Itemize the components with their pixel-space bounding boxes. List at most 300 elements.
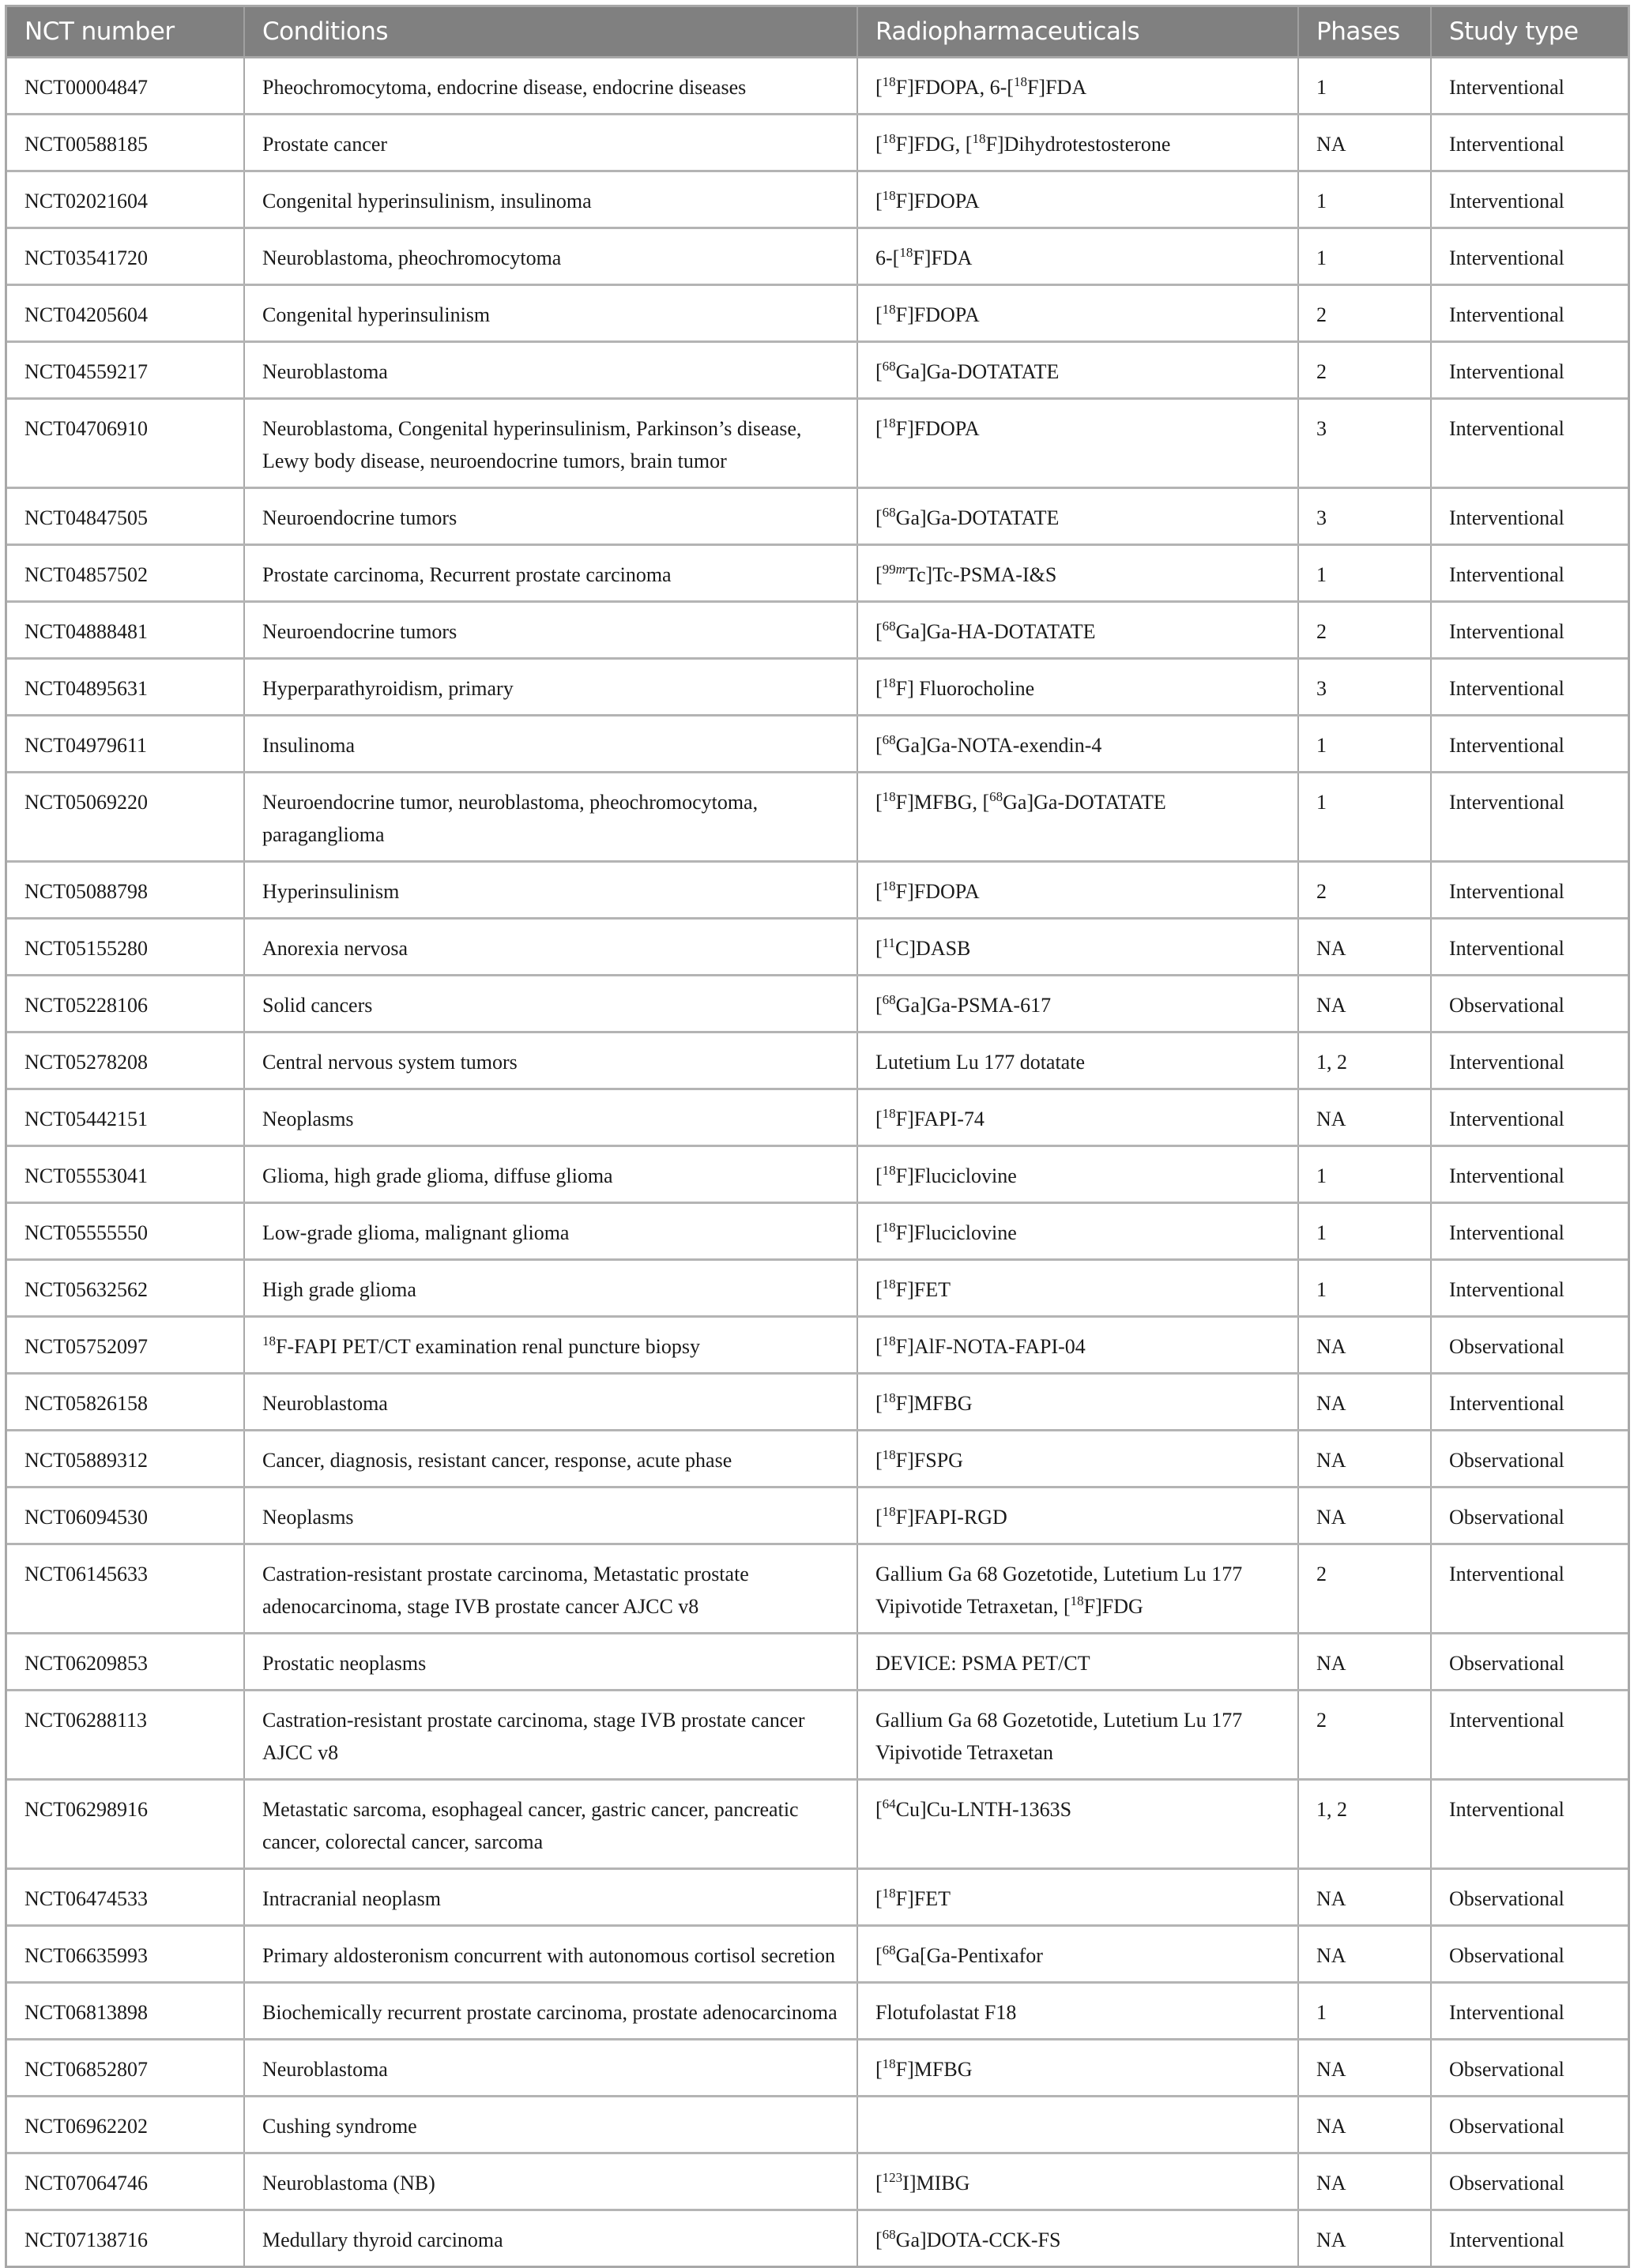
text-segment: Solid cancers <box>262 993 373 1017</box>
cell-nct-number: NCT06145633 <box>7 1544 244 1633</box>
text-segment: F]FET <box>895 1277 951 1301</box>
header-conditions: Conditions <box>244 7 857 57</box>
cell-radiopharmaceuticals <box>857 1373 1298 1430</box>
cell-study-type: Interventional <box>1431 918 1628 975</box>
cell-radiopharmaceuticals <box>857 2039 1298 2096</box>
superscript-mass-number: 68 <box>882 504 896 520</box>
superscript-mass-number: 18 <box>882 187 896 203</box>
clinical-trials-table-container <box>5 5 1630 2268</box>
table-body <box>7 57 1628 2266</box>
cell-phases: NA <box>1298 1316 1431 1373</box>
table-row <box>7 1544 1628 1633</box>
cell-radiopharmaceuticals <box>857 975 1298 1032</box>
superscript-mass-number: 68 <box>989 788 1003 804</box>
text-segment: Cushing syndrome <box>262 2114 417 2138</box>
cell-radiopharmaceuticals <box>857 1633 1298 1690</box>
cell-nct-number: NCT05889312 <box>7 1430 244 1487</box>
table-row <box>7 487 1628 544</box>
superscript-mass-number: 99 <box>882 561 896 577</box>
superscript-mass-number: 18 <box>882 1105 896 1121</box>
superscript-mass-number: 18 <box>899 244 913 260</box>
cell-nct-number: NCT05069220 <box>7 772 244 861</box>
cell-phases: NA <box>1298 2153 1431 2210</box>
text-segment: Neuroblastoma <box>262 2057 388 2081</box>
text-segment: [ <box>875 676 883 700</box>
superscript-mass-number: 18 <box>882 415 896 431</box>
cell-phases: NA <box>1298 2096 1431 2153</box>
cell-conditions <box>244 1982 857 2039</box>
cell-study-type: Observational <box>1431 1925 1628 1982</box>
cell-phases: 1 <box>1298 715 1431 772</box>
cell-study-type: Interventional <box>1431 1779 1628 1868</box>
clinical-trials-table <box>7 7 1628 2266</box>
cell-phases: NA <box>1298 918 1431 975</box>
cell-phases: NA <box>1298 1430 1431 1487</box>
cell-study-type: Observational <box>1431 2039 1628 2096</box>
text-segment: Ga]Ga-DOTATATE <box>1003 790 1166 814</box>
cell-conditions <box>244 341 857 398</box>
cell-conditions <box>244 715 857 772</box>
cell-phases: 1 <box>1298 228 1431 284</box>
cell-nct-number: NCT06298916 <box>7 1779 244 1868</box>
superscript-mass-number: 18 <box>882 1503 896 1519</box>
cell-radiopharmaceuticals <box>857 1487 1298 1544</box>
cell-phases: 3 <box>1298 398 1431 487</box>
cell-radiopharmaceuticals <box>857 658 1298 715</box>
cell-study-type: Interventional <box>1431 284 1628 341</box>
cell-conditions <box>244 601 857 658</box>
table-row <box>7 2039 1628 2096</box>
table-row <box>7 975 1628 1032</box>
cell-nct-number: NCT05826158 <box>7 1373 244 1430</box>
superscript-mass-number: 18 <box>882 1333 896 1348</box>
superscript-mass-number: 18 <box>882 130 896 146</box>
text-segment: [ <box>875 1164 883 1187</box>
table-row <box>7 1487 1628 1544</box>
table-row <box>7 715 1628 772</box>
table-row <box>7 1089 1628 1145</box>
cell-study-type: Interventional <box>1431 1145 1628 1202</box>
table-row <box>7 1982 1628 2039</box>
cell-conditions <box>244 228 857 284</box>
table-row <box>7 1690 1628 1779</box>
cell-study-type: Interventional <box>1431 1982 1628 2039</box>
text-segment: Ga]Ga-HA-DOTATATE <box>895 619 1096 643</box>
text-segment: Pheochromocytoma, endocrine disease, endocrine diseases <box>262 75 747 99</box>
cell-study-type: Interventional <box>1431 1373 1628 1430</box>
cell-radiopharmaceuticals <box>857 601 1298 658</box>
cell-conditions <box>244 772 857 861</box>
cell-phases: 1 <box>1298 1259 1431 1316</box>
cell-nct-number: NCT06635993 <box>7 1925 244 1982</box>
cell-phases: NA <box>1298 1373 1431 1430</box>
text-segment: Neuroblastoma, Congenital hyperinsulinism, Parkinson’s disease, Lewy body disease, neuroendocrine tumors, brain tumor <box>262 416 802 472</box>
table-row <box>7 1316 1628 1373</box>
text-segment: [ <box>875 1505 883 1529</box>
table-row <box>7 861 1628 918</box>
superscript-mass-number: 18 <box>882 1219 896 1235</box>
cell-conditions <box>244 1544 857 1633</box>
text-segment: Neuroblastoma <box>262 1391 388 1415</box>
text-segment: F]FDOPA <box>895 416 980 440</box>
cell-radiopharmaceuticals <box>857 487 1298 544</box>
text-segment: F]FET <box>895 1886 951 1910</box>
text-segment: [ <box>875 2228 883 2251</box>
cell-study-type: Interventional <box>1431 114 1628 171</box>
superscript-mass-number: 18 <box>882 675 896 690</box>
cell-nct-number: NCT02021604 <box>7 171 244 228</box>
cell-conditions <box>244 1925 857 1982</box>
cell-phases: NA <box>1298 2210 1431 2266</box>
text-segment: F]FDG, [ <box>895 132 973 156</box>
cell-nct-number: NCT05088798 <box>7 861 244 918</box>
cell-nct-number: NCT04895631 <box>7 658 244 715</box>
superscript-mass-number: 18 <box>882 788 896 804</box>
cell-phases: NA <box>1298 1925 1431 1982</box>
cell-nct-number: NCT05553041 <box>7 1145 244 1202</box>
cell-radiopharmaceuticals <box>857 398 1298 487</box>
text-segment: [ <box>875 303 883 326</box>
superscript-mass-number: 18 <box>1013 73 1027 89</box>
superscript-mass-number: 68 <box>882 2226 896 2242</box>
cell-study-type: Interventional <box>1431 487 1628 544</box>
cell-nct-number: NCT00588185 <box>7 114 244 171</box>
text-segment: Anorexia nervosa <box>262 936 408 960</box>
text-segment: Primary aldosteronism concurrent with autonomous cortisol secretion <box>262 1943 835 1967</box>
text-segment: I]MIBG <box>902 2171 970 2195</box>
cell-study-type: Interventional <box>1431 1089 1628 1145</box>
text-segment: Prostatic neoplasms <box>262 1651 427 1675</box>
text-segment: F]AlF-NOTA-FAPI-04 <box>895 1334 1086 1358</box>
text-segment: [ <box>875 993 883 1017</box>
cell-radiopharmaceuticals <box>857 1868 1298 1925</box>
table-row <box>7 171 1628 228</box>
table-row <box>7 2210 1628 2266</box>
cell-radiopharmaceuticals <box>857 1430 1298 1487</box>
cell-radiopharmaceuticals <box>857 1544 1298 1633</box>
text-segment: Ga]Ga-PSMA-617 <box>895 993 1052 1017</box>
text-segment: [ <box>875 189 883 213</box>
cell-nct-number: NCT05442151 <box>7 1089 244 1145</box>
text-segment: [ <box>875 1277 883 1301</box>
text-segment: [ <box>875 506 883 529</box>
cell-phases: 1 <box>1298 544 1431 601</box>
text-segment: Congenital hyperinsulinism <box>262 303 491 326</box>
cell-radiopharmaceuticals <box>857 1259 1298 1316</box>
text-segment: DEVICE: PSMA PET/CT <box>875 1651 1090 1675</box>
cell-study-type: Interventional <box>1431 861 1628 918</box>
cell-phases: NA <box>1298 1089 1431 1145</box>
cell-nct-number: NCT03541720 <box>7 228 244 284</box>
cell-study-type: Interventional <box>1449 2228 1564 2251</box>
text-segment: Neuroblastoma (NB) <box>262 2171 435 2195</box>
text-segment: [ <box>875 132 883 156</box>
cell-radiopharmaceuticals <box>857 772 1298 861</box>
superscript-mass-number: 18 <box>972 130 986 146</box>
cell-radiopharmaceuticals <box>857 1089 1298 1145</box>
cell-conditions <box>244 1430 857 1487</box>
cell-phases: 2 <box>1298 341 1431 398</box>
text-segment: Insulinoma <box>262 733 355 757</box>
table-row <box>7 1373 1628 1430</box>
superscript-mass-number: 68 <box>882 732 896 747</box>
cell-nct-number: NCT06852807 <box>7 2039 244 2096</box>
cell-conditions <box>244 487 857 544</box>
table-row <box>7 114 1628 171</box>
text-segment: F-FAPI PET/CT examination renal puncture biopsy <box>276 1334 701 1358</box>
table-row <box>7 772 1628 861</box>
cell-phases: NA <box>1298 1487 1431 1544</box>
table-row <box>7 57 1628 114</box>
cell-conditions <box>244 1779 857 1868</box>
text-segment: Gallium Ga 68 Gozetotide, Lutetium Lu 177 Vipivotide Tetraxetan <box>875 1708 1243 1764</box>
cell-study-type: Interventional <box>1431 772 1628 861</box>
superscript-mass-number: 18 <box>882 1885 896 1901</box>
cell-conditions <box>244 2039 857 2096</box>
table-row <box>7 658 1628 715</box>
cell-nct-number: NCT05632562 <box>7 1259 244 1316</box>
text-segment: [ <box>875 619 883 643</box>
superscript-mass-number: 123 <box>882 2169 903 2185</box>
cell-conditions <box>244 1487 857 1544</box>
cell-nct-number: NCT05555550 <box>7 1202 244 1259</box>
cell-nct-number: NCT06094530 <box>7 1487 244 1544</box>
table-row <box>7 341 1628 398</box>
cell-nct-number: NCT06813898 <box>7 1982 244 2039</box>
cell-phases: 1 <box>1298 772 1431 861</box>
text-segment: F]MFBG, [ <box>895 790 990 814</box>
cell-study-type: Interventional <box>1431 398 1628 487</box>
text-segment: [ <box>875 359 883 383</box>
cell-phases: 1 <box>1298 171 1431 228</box>
cell-nct-number: NCT07064746 <box>7 2153 244 2210</box>
text-segment: Ga[Ga-Pentixafor <box>895 1943 1043 1967</box>
cell-conditions <box>244 1259 857 1316</box>
cell-study-type: Observational <box>1431 2153 1628 2210</box>
text-segment: Metastatic sarcoma, esophageal cancer, gastric cancer, pancreatic cancer, colorectal cancer, sarcoma <box>262 1797 799 1853</box>
text-segment: [ <box>875 790 883 814</box>
text-segment: F]FAPI-RGD <box>895 1505 1007 1529</box>
cell-radiopharmaceuticals <box>857 544 1298 601</box>
header-radiopharmaceuticals: Radiopharmaceuticals <box>857 7 1298 57</box>
header-row <box>7 7 1628 57</box>
cell-radiopharmaceuticals <box>857 861 1298 918</box>
text-segment: Cancer, diagnosis, resistant cancer, response, acute phase <box>262 1448 732 1472</box>
cell-study-type: Interventional <box>1431 171 1628 228</box>
superscript-mass-number: 18 <box>882 301 896 317</box>
text-segment: [ <box>875 1221 883 1244</box>
cell-nct-number: NCT04888481 <box>7 601 244 658</box>
cell-nct-number: NCT04857502 <box>7 544 244 601</box>
text-segment: [ <box>875 2171 883 2195</box>
text-segment: F]FAPI-74 <box>895 1107 985 1130</box>
table-row <box>7 284 1628 341</box>
cell-phases: NA <box>1298 1868 1431 1925</box>
text-segment: [ <box>875 416 883 440</box>
text-segment: Ga]Ga-DOTATATE <box>895 359 1060 383</box>
table-row <box>7 918 1628 975</box>
superscript-mass-number: 18 <box>882 2055 896 2071</box>
text-segment: Medullary thyroid carcinoma <box>262 2228 503 2251</box>
superscript-mass-number: m <box>895 561 905 577</box>
cell-conditions <box>244 1690 857 1779</box>
cell-phases: 1 <box>1298 1202 1431 1259</box>
cell-conditions <box>244 1089 857 1145</box>
cell-study-type: Interventional <box>1431 1202 1628 1259</box>
cell-study-type: Observational <box>1431 1868 1628 1925</box>
cell-phases: 2 <box>1298 1690 1431 1779</box>
cell-phases: 1 <box>1298 57 1431 114</box>
cell-nct-number: NCT07138716 <box>7 2210 244 2266</box>
cell-radiopharmaceuticals <box>857 2096 1298 2153</box>
cell-nct-number: NCT04205604 <box>7 284 244 341</box>
cell-radiopharmaceuticals <box>857 2153 1298 2210</box>
cell-phases: NA <box>1298 2039 1431 2096</box>
cell-conditions <box>244 658 857 715</box>
table-row <box>7 1925 1628 1982</box>
cell-radiopharmaceuticals <box>857 1690 1298 1779</box>
cell-conditions <box>244 1633 857 1690</box>
cell-radiopharmaceuticals <box>857 171 1298 228</box>
cell-study-type: Interventional <box>1431 544 1628 601</box>
table-row <box>7 544 1628 601</box>
superscript-mass-number: 18 <box>882 878 896 893</box>
text-segment: [ <box>875 2057 883 2081</box>
text-segment: [ <box>875 936 883 960</box>
cell-study-type: Observational <box>1431 1633 1628 1690</box>
text-segment: Neuroendocrine tumor, neuroblastoma, pheochromocytoma, paraganglioma <box>262 790 759 846</box>
text-segment: Neoplasms <box>262 1107 354 1130</box>
text-segment: [ <box>875 1797 883 1821</box>
text-segment: [ <box>875 1886 883 1910</box>
text-segment: Gallium Ga 68 Gozetotide, Lutetium Lu 177 Vipivotide Tetraxetan, [ <box>875 1562 1243 1618</box>
superscript-mass-number: 68 <box>882 618 896 634</box>
table-row <box>7 1145 1628 1202</box>
text-segment: Hyperinsulinism <box>262 879 400 903</box>
cell-study-type: Interventional <box>1431 1544 1628 1633</box>
text-segment: Biochemically recurrent prostate carcinoma, prostate adenocarcinoma <box>262 2000 838 2024</box>
cell-nct-number: NCT05278208 <box>7 1032 244 1089</box>
header-nct-number: NCT number <box>7 7 244 57</box>
cell-radiopharmaceuticals <box>857 1316 1298 1373</box>
cell-study-type: Interventional <box>1431 658 1628 715</box>
cell-radiopharmaceuticals <box>857 1779 1298 1868</box>
text-segment: Tc]Tc-PSMA-I&S <box>905 562 1057 586</box>
text-segment: Ga]DOTA-CCK-FS <box>895 2228 1061 2251</box>
text-segment: F]FDOPA <box>895 189 980 213</box>
cell-radiopharmaceuticals <box>857 57 1298 114</box>
cell-phases: 2 <box>1298 1544 1431 1633</box>
cell-nct-number: NCT04979611 <box>7 715 244 772</box>
table-row <box>7 2096 1628 2153</box>
text-segment: Intracranial neoplasm <box>262 1886 441 1910</box>
cell-conditions <box>244 398 857 487</box>
text-segment: F] Fluorocholine <box>895 676 1035 700</box>
superscript-mass-number: 18 <box>262 1333 276 1348</box>
cell-phases: 3 <box>1298 487 1431 544</box>
text-segment: Lutetium Lu 177 dotatate <box>875 1050 1085 1074</box>
cell-study-type: Observational <box>1431 2096 1628 2153</box>
cell-conditions <box>244 171 857 228</box>
cell-conditions <box>244 2096 857 2153</box>
cell-radiopharmaceuticals <box>857 1145 1298 1202</box>
text-segment: F]FDA <box>1026 75 1087 99</box>
cell-conditions <box>244 57 857 114</box>
cell-study-type: Observational <box>1431 1430 1628 1487</box>
text-segment: Neuroendocrine tumors <box>262 619 457 643</box>
text-segment: F]MFBG <box>895 1391 973 1415</box>
text-segment: [ <box>875 1334 883 1358</box>
superscript-mass-number: 18 <box>882 73 896 89</box>
cell-phases: 1 <box>1298 1982 1431 2039</box>
cell-study-type: Interventional <box>1431 1690 1628 1779</box>
text-segment: Congenital hyperinsulinism, insulinoma <box>262 189 592 213</box>
superscript-mass-number: 68 <box>882 358 896 374</box>
text-segment: Low-grade glioma, malignant glioma <box>262 1221 570 1244</box>
cell-radiopharmaceuticals <box>857 2210 1298 2266</box>
text-segment: F]FDOPA <box>895 303 980 326</box>
cell-phases: NA <box>1298 114 1431 171</box>
cell-nct-number: NCT04559217 <box>7 341 244 398</box>
text-segment: [ <box>875 1943 883 1967</box>
text-segment: 6-[ <box>875 246 900 269</box>
table-row <box>7 1779 1628 1868</box>
superscript-mass-number: 18 <box>882 1446 896 1462</box>
cell-conditions <box>244 1032 857 1089</box>
cell-nct-number: NCT05155280 <box>7 918 244 975</box>
cell-study-type: Observational <box>1431 1316 1628 1373</box>
cell-conditions <box>244 284 857 341</box>
cell-study-type: Interventional <box>1431 1032 1628 1089</box>
cell-radiopharmaceuticals <box>857 715 1298 772</box>
cell-phases: 2 <box>1298 601 1431 658</box>
text-segment: F]FDOPA <box>895 879 980 903</box>
table-row <box>7 1868 1628 1925</box>
cell-nct-number: NCT05752097 <box>7 1316 244 1373</box>
text-segment: [ <box>875 1107 883 1130</box>
table-row <box>7 1430 1628 1487</box>
cell-study-type: Interventional <box>1431 57 1628 114</box>
text-segment: Prostate cancer <box>262 132 388 156</box>
text-segment: Neuroblastoma <box>262 359 388 383</box>
cell-study-type: Interventional <box>1431 601 1628 658</box>
text-segment: Neuroendocrine tumors <box>262 506 457 529</box>
text-segment: [ <box>875 1391 883 1415</box>
cell-conditions <box>244 918 857 975</box>
text-segment: Glioma, high grade glioma, diffuse glioma <box>262 1164 613 1187</box>
cell-conditions <box>244 1145 857 1202</box>
cell-radiopharmaceuticals <box>857 114 1298 171</box>
cell-conditions <box>244 861 857 918</box>
cell-phases: 1 <box>1298 1145 1431 1202</box>
cell-nct-number: NCT06209853 <box>7 1633 244 1690</box>
cell-conditions <box>244 1316 857 1373</box>
text-segment: Ga]Ga-NOTA-exendin-4 <box>895 733 1102 757</box>
text-segment: F]FDG <box>1083 1594 1143 1618</box>
text-segment: C]DASB <box>895 936 971 960</box>
cell-nct-number: NCT04847505 <box>7 487 244 544</box>
text-segment: F]FDA <box>913 246 973 269</box>
table-row <box>7 398 1628 487</box>
text-segment: [ <box>875 733 883 757</box>
text-segment: [ <box>875 562 883 586</box>
text-segment: F]Fluciclovine <box>895 1164 1017 1187</box>
table-row <box>7 2153 1628 2210</box>
text-segment: Cu]Cu-LNTH-1363S <box>895 1797 1072 1821</box>
table-row <box>7 1202 1628 1259</box>
cell-study-type: Interventional <box>1431 1259 1628 1316</box>
text-segment: Castration-resistant prostate carcinoma, Metastatic prostate adenocarcinoma, stage IVB prostate cancer AJCC v8 <box>262 1562 749 1618</box>
